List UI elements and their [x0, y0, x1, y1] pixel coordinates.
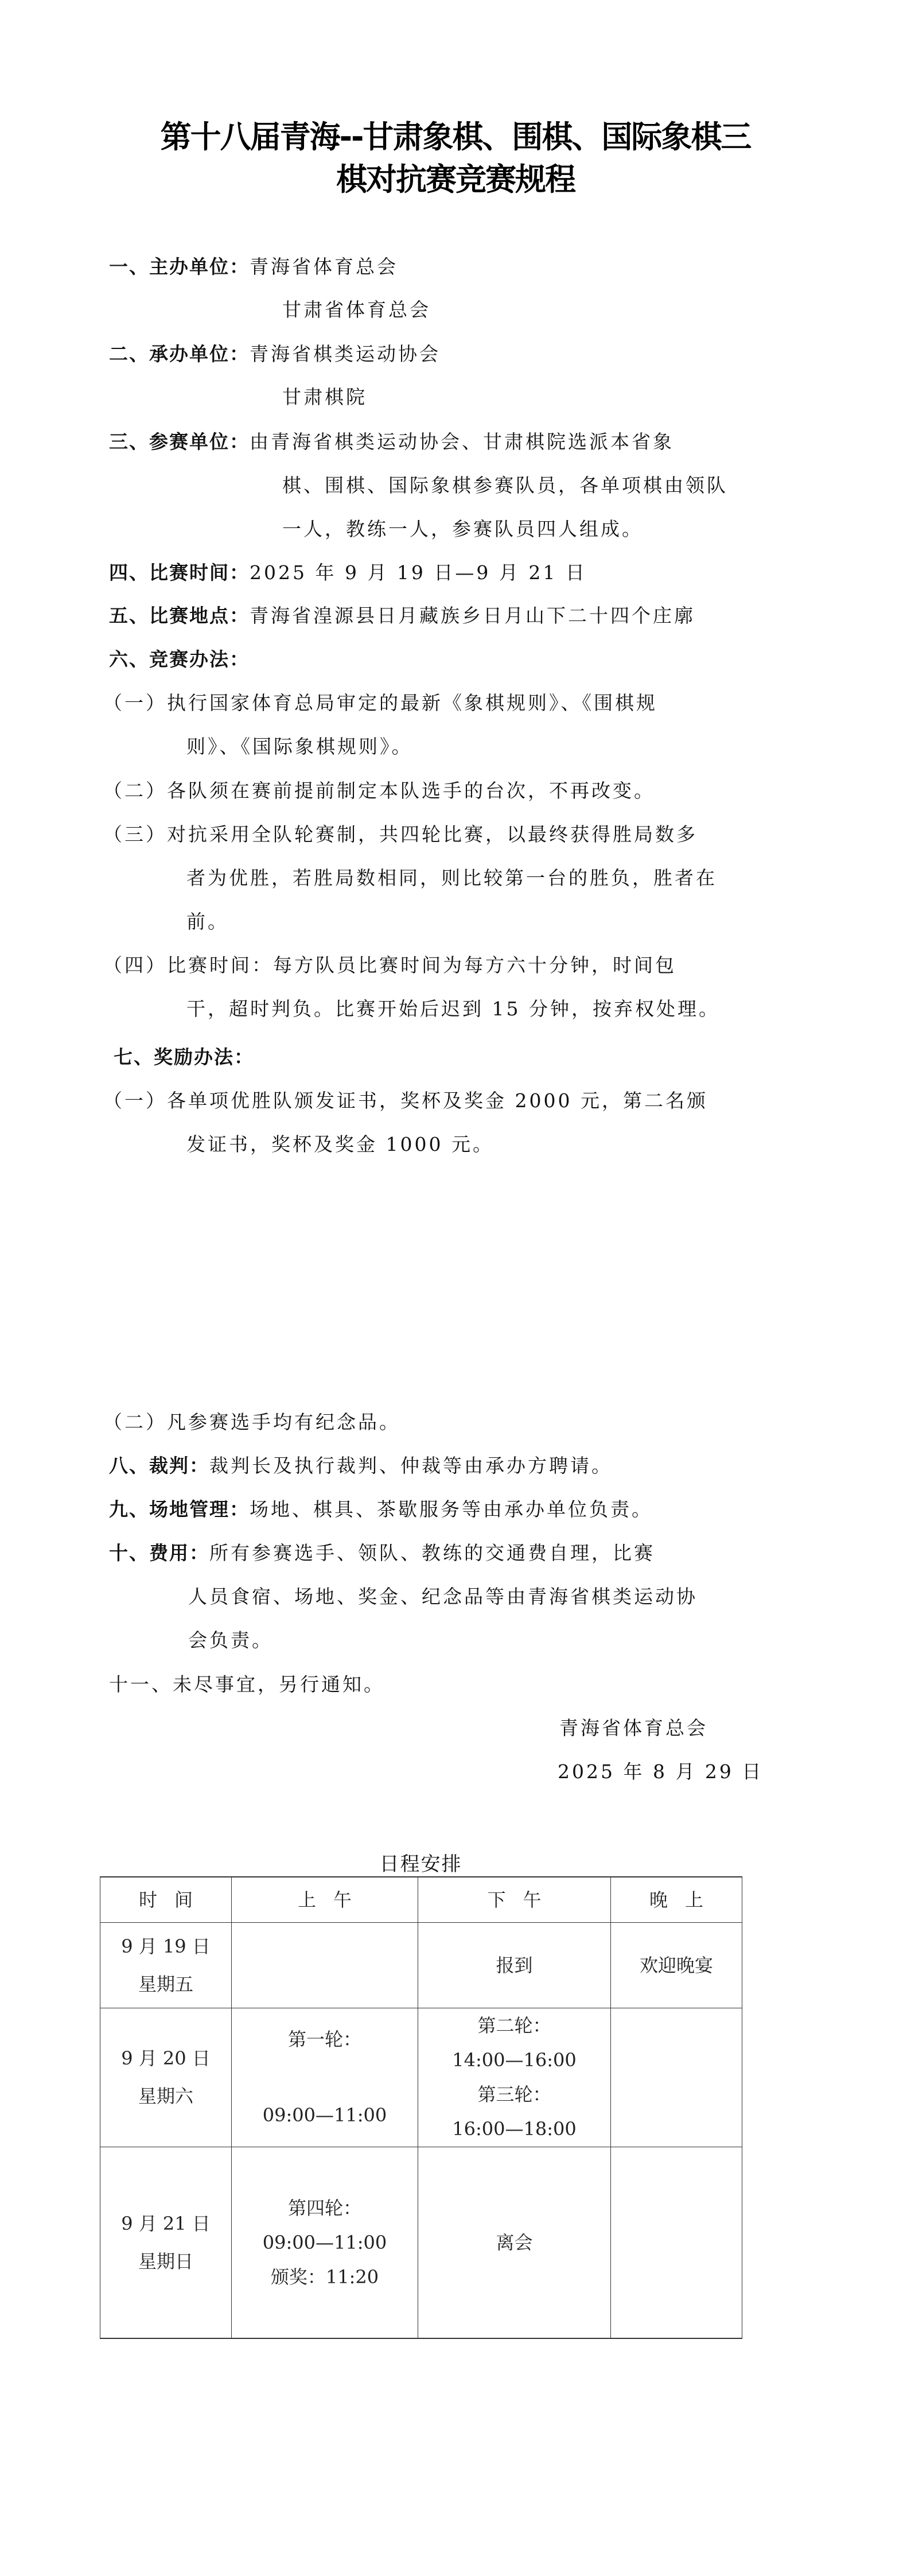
- date: 9 月 19 日: [121, 1935, 211, 1957]
- venue-management-text: 场地、棋具、茶歇服务等由承办单位负责。: [250, 1498, 653, 1520]
- referees-text: 裁判长及执行裁判、仲裁等由承办方聘请。: [209, 1454, 613, 1477]
- schedule-title: 日程安排: [379, 1853, 462, 1876]
- section-misc: [109, 1673, 385, 1696]
- host-1: 青海省棋类运动协会: [250, 343, 441, 365]
- morning-cell: [232, 2147, 418, 2338]
- item-text: 执行国家体育总局审定的最新《象棋规则》、《围棋规: [167, 692, 657, 714]
- table-row: [100, 2147, 742, 2338]
- date-cell: [100, 1922, 232, 2008]
- schedule-table: [100, 1876, 742, 2339]
- competition-dates: 2025 年 9 月 19 日—9 月 21 日: [250, 561, 587, 584]
- awards-item-1: [103, 1089, 708, 1112]
- item-marker: （二）: [103, 779, 167, 802]
- afternoon-cell: [418, 1922, 611, 2008]
- header-afternoon: 下午: [418, 1877, 611, 1922]
- header-time: 时间: [100, 1877, 232, 1922]
- afternoon-cell: [418, 2147, 611, 2338]
- misc-text: 未尽事宜，另行通知。: [173, 1673, 385, 1696]
- header-morning: 上午: [232, 1877, 418, 1922]
- participants-line-1: 由青海省棋类运动协会、甘肃棋院选派本省象: [250, 430, 674, 453]
- section-label: 五、比赛地点：: [109, 604, 250, 627]
- rules-item-3-cont-2: 前。: [186, 910, 229, 933]
- expenses-line-2: 人员食宿、场地、奖金、纪念品等由青海省棋类运动协: [188, 1585, 698, 1608]
- date: 9 月 20 日: [121, 2047, 211, 2069]
- organizer-1: 青海省体育总会: [250, 255, 398, 278]
- item-text: 比赛时间：每方队员比赛时间为每方六十分钟，时间包: [167, 954, 676, 976]
- rules-item-3-cont-1: 者为优胜，若胜局数相同，则比较第一台的胜负，胜者在: [186, 867, 717, 889]
- date-cell: [100, 2008, 232, 2147]
- item-marker: （四）: [103, 954, 167, 976]
- date-cell: [100, 2147, 232, 2338]
- weekday: 星期六: [138, 2085, 193, 2107]
- rules-item-3: [103, 823, 698, 846]
- schedule-header-row: [100, 1877, 742, 1922]
- participants-line-2: 棋、围棋、国际象棋参赛队员，各单项棋由领队: [282, 474, 728, 496]
- afternoon-activity: 离会: [496, 2231, 533, 2253]
- weekday: 星期五: [138, 1973, 193, 1995]
- date: 9 月 21 日: [121, 2212, 211, 2234]
- section-awards-label: 七、奖励办法：: [114, 1046, 254, 1068]
- section-rules-label: 六、竞赛办法：: [109, 648, 250, 670]
- spacer: [232, 2058, 418, 2096]
- round-time: 14:00—16:00: [452, 2049, 577, 2071]
- section-label: 九、场地管理：: [109, 1498, 250, 1520]
- organizer-2: 甘肃省体育总会: [282, 298, 431, 321]
- round-label: 第三轮：: [477, 2084, 551, 2105]
- section-hosts: [109, 343, 441, 366]
- signature-organization: 青海省体育总会: [559, 1717, 708, 1739]
- section-venue-management: [109, 1498, 653, 1521]
- award-time: 颁奖：11:20: [270, 2265, 379, 2288]
- expenses-line-3: 会负责。: [188, 1629, 273, 1651]
- afternoon-activity: 报到: [496, 1954, 533, 1976]
- participants-line-3: 一人，教练一人，参赛队员四人组成。: [282, 518, 643, 540]
- section-referees: [109, 1454, 613, 1477]
- rules-item-1-cont: 则》、《国际象棋规则》。: [186, 735, 413, 758]
- evening-cell: [611, 1922, 742, 2008]
- round-label: 第一轮：: [287, 2028, 361, 2050]
- venue-address: 青海省湟源县日月藏族乡日月山下二十四个庄廓: [250, 604, 695, 627]
- item-text: 凡参赛选手均有纪念品。: [167, 1411, 400, 1433]
- table-row: [100, 2008, 742, 2147]
- signature-date: 2025 年 8 月 29 日: [558, 1760, 764, 1783]
- section-label: 一、主办单位：: [109, 255, 250, 278]
- section-label: 十、费用：: [109, 1542, 209, 1564]
- round-time: 09:00—11:00: [262, 2231, 387, 2253]
- awards-item-1-cont: 发证书，奖杯及奖金 1000 元。: [186, 1133, 494, 1155]
- afternoon-cell: [418, 2008, 611, 2147]
- section-label: 八、裁判：: [109, 1454, 209, 1477]
- item-marker: （二）: [103, 1411, 167, 1433]
- rules-item-4: [103, 954, 676, 977]
- section-participants: [109, 430, 674, 453]
- round-time: 09:00—11:00: [262, 2104, 387, 2126]
- morning-cell: [232, 1922, 418, 2008]
- weekday: 星期日: [138, 2250, 193, 2272]
- evening-activity: 欢迎晚宴: [639, 1954, 713, 1976]
- section-label: 二、承办单位：: [109, 343, 250, 365]
- section-label: 四、比赛时间：: [109, 561, 250, 584]
- round-label: 第二轮：: [477, 2015, 551, 2036]
- header-evening: 晚上: [611, 1877, 742, 1922]
- document-title-line-2: 棋对抗赛竞赛规程: [336, 161, 575, 197]
- host-2: 甘肃棋院: [282, 386, 367, 408]
- awards-item-2: [103, 1411, 400, 1434]
- round-label: 第四轮：: [287, 2197, 361, 2219]
- section-organizers: [109, 255, 398, 278]
- item-marker: （三）: [103, 823, 167, 845]
- document-title-line-1: 第十八届青海--甘肃象棋、围棋、国际象棋三: [160, 119, 751, 155]
- item-text: 各单项优胜队颁发证书，奖杯及奖金 2000 元，第二名颁: [167, 1089, 708, 1112]
- section-label: 十一、: [109, 1673, 173, 1696]
- item-marker: （一）: [103, 692, 167, 714]
- evening-cell: [611, 2008, 742, 2147]
- expenses-line-1: 所有参赛选手、领队、教练的交通费自理，比赛: [209, 1542, 655, 1564]
- evening-cell: [611, 2147, 742, 2338]
- section-label: 三、参赛单位：: [109, 430, 250, 453]
- section-expenses: [109, 1542, 655, 1565]
- rules-item-2: [103, 779, 655, 802]
- rules-item-4-cont: 干，超时判负。比赛开始后迟到 15 分钟，按弃权处理。: [186, 998, 720, 1020]
- item-text: 各队须在赛前提前制定本队选手的台次，不再改变。: [167, 779, 655, 802]
- section-time: [109, 561, 587, 584]
- item-text: 对抗采用全队轮赛制，共四轮比赛，以最终获得胜局数多: [167, 823, 698, 845]
- table-row: [100, 1922, 742, 2008]
- section-venue: [109, 604, 695, 627]
- round-time: 16:00—18:00: [452, 2118, 577, 2140]
- morning-cell: [232, 2008, 418, 2147]
- rules-item-1: [103, 692, 657, 715]
- item-marker: （一）: [103, 1089, 167, 1112]
